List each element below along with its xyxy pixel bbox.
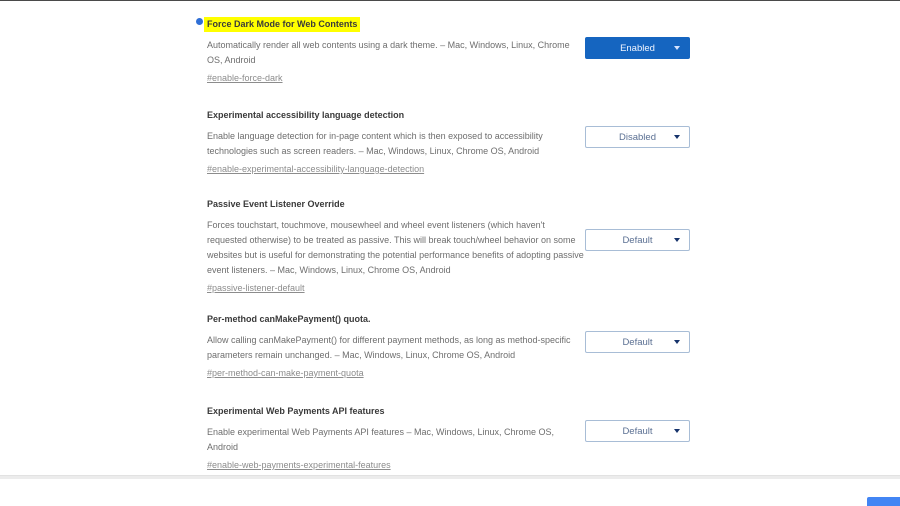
flag-permalink[interactable]: #passive-listener-default: [207, 283, 305, 293]
flag-title: Passive Event Listener Override: [207, 199, 345, 209]
flag-title: Experimental Web Payments API features: [207, 406, 385, 416]
web-payments-api-select[interactable]: [585, 420, 690, 442]
flag-description: Enable language detection for in-page content which is then exposed to accessibility technologies such as screen readers. – Mac, Windows, Linux, Chrome OS, Android: [207, 131, 543, 156]
flag-entry-accessibility-language: [207, 105, 585, 177]
flag-entry-force-dark: [207, 14, 585, 86]
chevron-down-icon: [674, 135, 680, 139]
selected-flag-bullet-icon: [196, 18, 203, 25]
flag-description: Forces touchstart, touchmove, mousewheel and wheel event listeners (which haven't requested otherwise) to be treated as passive. This will break touch/wheel behavior on some websites but is useful for demonstrating the potential performance benefits of adopting passive event listeners. – Mac, Windows, Linux, Chrome OS, Android: [207, 220, 584, 275]
flag-permalink[interactable]: #enable-experimental-accessibility-language-detection: [207, 164, 425, 174]
select-value: Default: [622, 234, 653, 246]
select-value: Default: [622, 425, 653, 437]
force-dark-select[interactable]: [585, 37, 690, 59]
chevron-down-icon: [674, 238, 680, 242]
flag-entry-canmakepayment-quota: [207, 309, 585, 381]
flag-title: Per-method canMakePayment() quota.: [207, 314, 371, 324]
flag-permalink[interactable]: #per-method-can-make-payment-quota: [207, 368, 364, 378]
passive-listener-select[interactable]: [585, 229, 690, 251]
flag-entry-web-payments-api: [207, 401, 585, 473]
accessibility-language-select[interactable]: [585, 126, 690, 148]
chevron-down-icon: [674, 340, 680, 344]
flag-description: Automatically render all web contents using a dark theme. – Mac, Windows, Linux, Chrome OS, Android: [207, 40, 570, 65]
canmakepayment-quota-select[interactable]: [585, 331, 690, 353]
flag-description: Allow calling canMakePayment() for different payment methods, as long as method-specific parameters remain unchanged. – Mac, Windows, Linux, Chrome OS, Android: [207, 335, 571, 360]
flag-permalink[interactable]: #enable-force-dark: [207, 73, 283, 83]
flag-description: Enable experimental Web Payments API features – Mac, Windows, Linux, Chrome OS, Android: [207, 427, 554, 452]
flag-entry-passive-listener: [207, 194, 585, 296]
select-value: Default: [622, 336, 653, 348]
select-value: Disabled: [619, 131, 656, 143]
flag-title: Experimental accessibility language detection: [207, 110, 405, 120]
flag-permalink[interactable]: #enable-web-payments-experimental-features: [207, 460, 391, 470]
chevron-down-icon: [674, 429, 680, 433]
relaunch-button-partial[interactable]: [867, 497, 900, 506]
select-value: Enabled: [620, 42, 655, 54]
flag-title: Force Dark Mode for Web Contents: [204, 17, 360, 32]
top-border-line: [0, 0, 900, 1]
footer-divider: [0, 475, 900, 479]
chevron-down-icon: [674, 46, 680, 50]
